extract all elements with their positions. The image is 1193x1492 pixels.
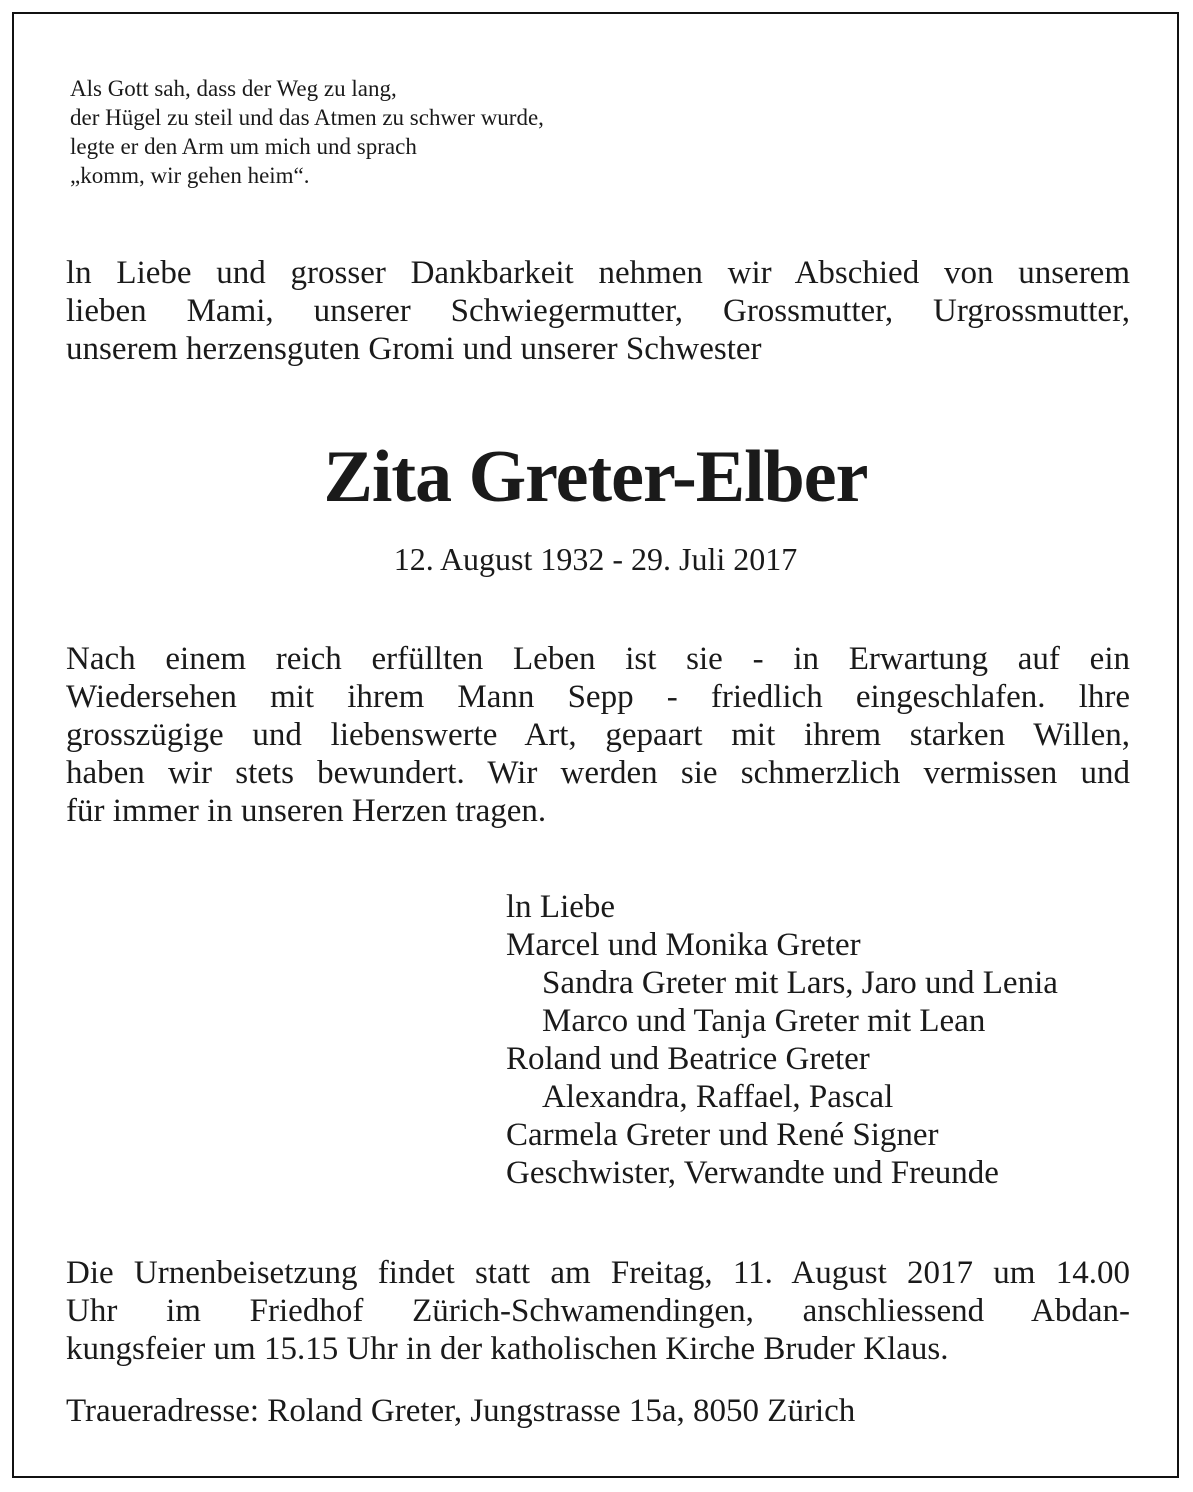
family-member: Geschwister, Verwandte und Freunde — [506, 1155, 999, 1191]
funeral-notice — [66, 1254, 1130, 1368]
family-member: Sandra Greter mit Lars, Jaro und Lenia — [542, 965, 1058, 1001]
family-signature — [506, 888, 1058, 1192]
family-member: Alexandra, Raffael, Pascal — [542, 1079, 894, 1115]
family-member: Marco und Tanja Greter mit Lean — [542, 1003, 986, 1039]
poem-line: Als Gott sah, dass der Weg zu lang, — [70, 76, 397, 101]
poem — [70, 74, 544, 190]
family-member: Roland und Beatrice Greter — [506, 1041, 870, 1077]
intro-line: unserem herzensguten Gromi und unserer Schwester — [66, 331, 762, 367]
intro-line: lieben Mami, unserer Schwiegermutter, Grossmutter, Urgrossmutter, — [66, 293, 1130, 329]
poem-line: „komm, wir gehen heim“. — [70, 163, 310, 188]
tribute-line: haben wir stets bewundert. Wir werden sie schmerzlich vermissen und — [66, 755, 1130, 791]
tribute-line: Nach einem reich erfüllten Leben ist sie - in Erwartung auf ein — [66, 641, 1130, 677]
tribute-paragraph — [66, 640, 1130, 830]
family-member: Carmela Greter und René Signer — [506, 1117, 939, 1153]
tribute-line: für immer in unseren Herzen tragen. — [66, 793, 547, 829]
life-dates: 12. August 1932 - 29. Juli 2017 — [393, 541, 798, 577]
tribute-line: Wiedersehen mit ihrem Mann Sepp - friedlich eingeschlafen. lhre — [66, 679, 1130, 715]
intro-line: ln Liebe und grosser Dankbarkeit nehmen wir Abschied von unserem — [66, 255, 1130, 291]
mourning-address: Traueradresse: Roland Greter, Jungstrasse 15a, 8050 Zürich — [66, 1393, 856, 1429]
poem-line: legte er den Arm um mich und sprach — [70, 134, 417, 159]
intro-paragraph — [66, 254, 1130, 368]
tribute-line: grosszügige und liebenswerte Art, gepaart mit ihrem starken Willen, — [66, 717, 1130, 753]
funeral-line: Uhr im Friedhof Zürich-Schwamendingen, anschliessend Abdan- — [66, 1293, 1130, 1329]
family-member: Marcel und Monika Greter — [506, 927, 861, 963]
deceased-name: Zita Greter-Elber — [323, 436, 868, 518]
obituary-frame — [12, 12, 1179, 1478]
family-greeting: ln Liebe — [506, 889, 616, 925]
funeral-line: Die Urnenbeisetzung findet statt am Freitag, 11. August 2017 um 14.00 — [66, 1255, 1130, 1291]
poem-line: der Hügel zu steil und das Atmen zu schwer wurde, — [70, 105, 544, 130]
funeral-line: kungsfeier um 15.15 Uhr in der katholischen Kirche Bruder Klaus. — [66, 1331, 949, 1367]
